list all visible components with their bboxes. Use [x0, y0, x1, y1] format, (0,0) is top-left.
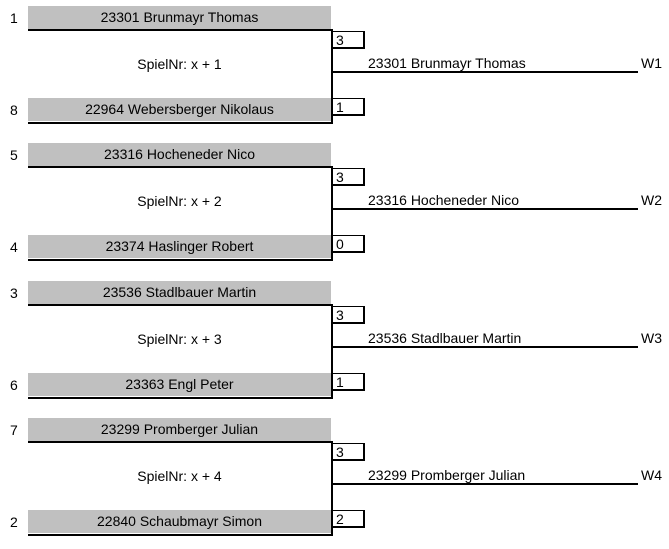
bottom-score: 0 [333, 235, 365, 253]
match-group [0, 418, 669, 549]
top-seed-number: 5 [10, 147, 18, 163]
winner-label: W2 [641, 192, 662, 208]
top-score: 3 [333, 306, 365, 324]
bottom-seed-number: 2 [10, 514, 18, 530]
bottom-player-name: 23363 Engl Peter [28, 373, 331, 396]
top-seed-number: 1 [10, 10, 18, 26]
top-score: 3 [333, 168, 365, 186]
match-group [0, 6, 669, 137]
winner-name: 23299 Promberger Julian [368, 467, 526, 483]
top-player-line [28, 29, 333, 31]
winner-line [333, 483, 638, 485]
top-score: 3 [333, 443, 365, 461]
bottom-seed-number: 4 [10, 239, 18, 255]
bottom-score: 1 [333, 98, 365, 116]
bottom-seed-number: 6 [10, 377, 18, 393]
winner-name: 23301 Brunmayr Thomas [368, 55, 526, 71]
winner-line [333, 71, 638, 73]
top-seed-number: 3 [10, 285, 18, 301]
bottom-score: 1 [333, 373, 365, 391]
bottom-score: 2 [333, 510, 365, 528]
match-number: SpielNr: x + 4 [137, 468, 222, 484]
match-group [0, 143, 669, 274]
top-player-line [28, 304, 333, 306]
match-number: SpielNr: x + 3 [137, 331, 222, 347]
match-number: SpielNr: x + 1 [137, 56, 222, 72]
top-score: 3 [333, 31, 365, 49]
bottom-seed-number: 8 [10, 102, 18, 118]
winner-line [333, 208, 638, 210]
bottom-player-line [28, 534, 333, 536]
winner-name: 23536 Stadlbauer Martin [368, 330, 522, 346]
top-player-name: 23536 Stadlbauer Martin [28, 281, 331, 304]
winner-label: W4 [641, 467, 662, 483]
bottom-player-line [28, 122, 333, 124]
top-player-name: 23299 Promberger Julian [28, 418, 331, 441]
match-number: SpielNr: x + 2 [137, 193, 222, 209]
bottom-player-name: 22840 Schaubmayr Simon [28, 510, 331, 533]
top-player-name: 23301 Brunmayr Thomas [28, 6, 331, 29]
bottom-player-line [28, 259, 333, 261]
winner-name: 23316 Hocheneder Nico [368, 192, 519, 208]
winner-label: W1 [641, 55, 662, 71]
bottom-player-name: 22964 Webersberger Nikolaus [28, 98, 331, 121]
match-group [0, 281, 669, 412]
bottom-player-line [28, 397, 333, 399]
winner-label: W3 [641, 330, 662, 346]
top-player-name: 23316 Hocheneder Nico [28, 143, 331, 166]
top-player-line [28, 166, 333, 168]
top-player-line [28, 441, 333, 443]
winner-line [333, 346, 638, 348]
top-seed-number: 7 [10, 422, 18, 438]
bottom-player-name: 23374 Haslinger Robert [28, 235, 331, 258]
